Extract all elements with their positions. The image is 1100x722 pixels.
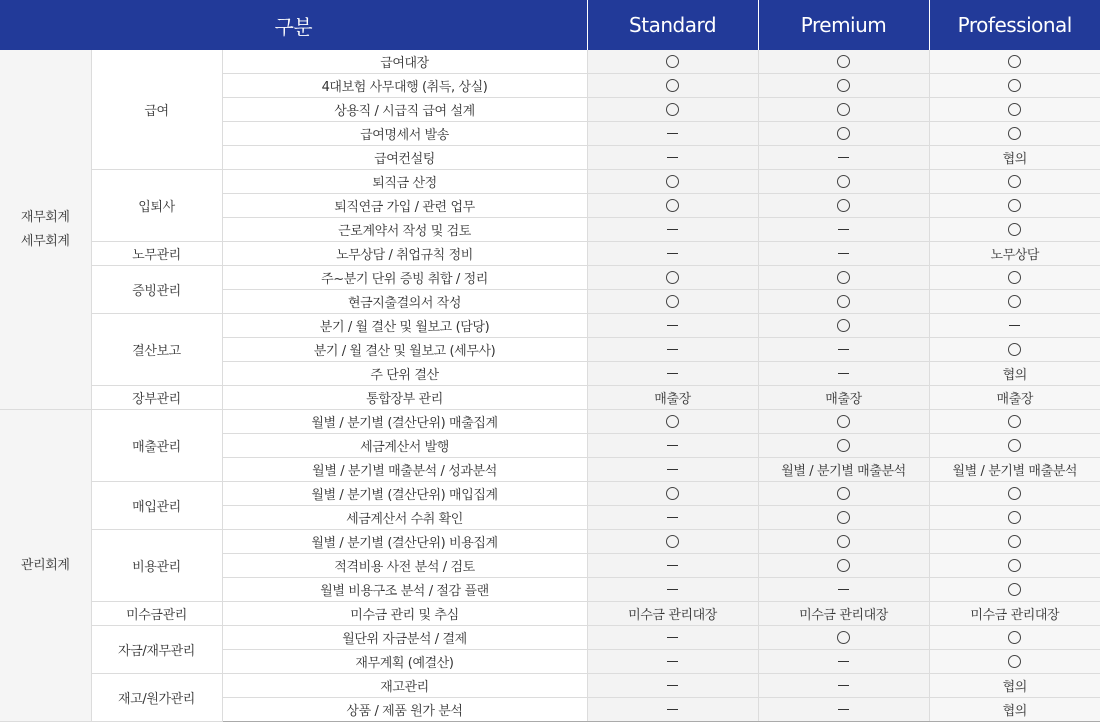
included-cell: [929, 170, 1100, 194]
included-cell: [758, 122, 929, 146]
service-item: 현금지출결의서 작성: [222, 290, 587, 314]
circle-icon: [837, 535, 850, 548]
circle-icon: [837, 55, 850, 68]
service-item: 월별 / 분기별 (결산단위) 매출집계: [222, 410, 587, 434]
circle-icon: [837, 175, 850, 188]
plan-value-text: 협의: [929, 146, 1100, 170]
circle-icon: [666, 199, 679, 212]
circle-icon: [666, 79, 679, 92]
circle-icon: [837, 199, 850, 212]
group-label-line: 세무회계: [20, 233, 70, 249]
dash-icon: [667, 685, 678, 686]
dash-icon: [838, 589, 849, 590]
service-item: 분기 / 월 결산 및 월보고 (세무사): [222, 338, 587, 362]
dash-icon: [667, 133, 678, 134]
included-cell: [587, 74, 758, 98]
included-cell: [929, 122, 1100, 146]
included-cell: [929, 98, 1100, 122]
not-included-cell: [587, 650, 758, 674]
service-item: 통합장부 관리: [222, 386, 587, 410]
included-cell: [929, 434, 1100, 458]
subgroup-label: 증빙관리: [91, 266, 222, 314]
not-included-cell: [587, 458, 758, 482]
included-cell: [758, 314, 929, 338]
included-cell: [929, 74, 1100, 98]
not-included-cell: [587, 122, 758, 146]
plan-value-text: 매출장: [587, 386, 758, 410]
dash-icon: [838, 349, 849, 350]
not-included-cell: [587, 338, 758, 362]
not-included-cell: [587, 314, 758, 338]
table-row: [0, 602, 1100, 626]
table-row: [0, 626, 1100, 650]
included-cell: [929, 410, 1100, 434]
included-cell: [587, 98, 758, 122]
dash-icon: [667, 445, 678, 446]
dash-icon: [838, 685, 849, 686]
not-included-cell: [758, 362, 929, 386]
table-row: [0, 50, 1100, 74]
subgroup-label: 자금/재무관리: [91, 626, 222, 674]
service-item: 4대보험 사무대행 (취득, 상실): [222, 74, 587, 98]
circle-icon: [1008, 631, 1021, 644]
service-item: 노무상담 / 취업규칙 정비: [222, 242, 587, 266]
group-label-line: 관리회계: [20, 557, 70, 573]
included-cell: [929, 338, 1100, 362]
not-included-cell: [587, 674, 758, 698]
circle-icon: [666, 487, 679, 500]
service-item: 재무계획 (예결산): [222, 650, 587, 674]
not-included-cell: [758, 650, 929, 674]
dash-icon: [667, 517, 678, 518]
included-cell: [929, 218, 1100, 242]
included-cell: [929, 290, 1100, 314]
service-item: 분기 / 월 결산 및 월보고 (담당): [222, 314, 587, 338]
service-item: 세금계산서 발행: [222, 434, 587, 458]
dash-icon: [1009, 325, 1020, 326]
not-included-cell: [587, 434, 758, 458]
included-cell: [929, 50, 1100, 74]
service-item: 급여명세서 발송: [222, 122, 587, 146]
circle-icon: [666, 103, 679, 116]
subgroup-label: 재고/원가관리: [91, 674, 222, 722]
table-row: [0, 314, 1100, 338]
table-row: [0, 386, 1100, 410]
service-item: 상품 / 제품 원가 분석: [222, 698, 587, 722]
circle-icon: [1008, 535, 1021, 548]
subgroup-label: 매출관리: [91, 410, 222, 482]
circle-icon: [666, 415, 679, 428]
dash-icon: [667, 469, 678, 470]
service-item: 월별 비용구조 분석 / 절감 플랜: [222, 578, 587, 602]
circle-icon: [837, 559, 850, 572]
included-cell: [758, 194, 929, 218]
header-plan-premium: Premium: [758, 0, 929, 50]
dash-icon: [838, 229, 849, 230]
not-included-cell: [587, 362, 758, 386]
circle-icon: [1008, 271, 1021, 284]
circle-icon: [666, 535, 679, 548]
header-row: [0, 0, 1100, 50]
not-included-cell: [587, 218, 758, 242]
included-cell: [587, 410, 758, 434]
not-included-cell: [758, 674, 929, 698]
plan-value-text: 협의: [929, 362, 1100, 386]
plan-value-text: 협의: [929, 698, 1100, 722]
circle-icon: [837, 103, 850, 116]
subgroup-label: 입퇴사: [91, 170, 222, 242]
circle-icon: [1008, 199, 1021, 212]
dash-icon: [838, 661, 849, 662]
dash-icon: [667, 349, 678, 350]
included-cell: [758, 410, 929, 434]
table-row: [0, 410, 1100, 434]
group-label: [0, 50, 91, 410]
subgroup-label: 결산보고: [91, 314, 222, 386]
service-item: 상용직 / 시급직 급여 설계: [222, 98, 587, 122]
service-item: 퇴직연금 가입 / 관련 업무: [222, 194, 587, 218]
circle-icon: [1008, 223, 1021, 236]
dash-icon: [838, 709, 849, 710]
subgroup-label: 미수금관리: [91, 602, 222, 626]
not-included-cell: [587, 506, 758, 530]
header-plan-standard: Standard: [587, 0, 758, 50]
circle-icon: [666, 55, 679, 68]
circle-icon: [837, 319, 850, 332]
plan-value-text: 매출장: [758, 386, 929, 410]
dash-icon: [667, 637, 678, 638]
circle-icon: [837, 487, 850, 500]
circle-icon: [1008, 103, 1021, 116]
included-cell: [758, 554, 929, 578]
dash-icon: [838, 373, 849, 374]
table-body: [0, 50, 1100, 722]
included-cell: [929, 194, 1100, 218]
circle-icon: [1008, 127, 1021, 140]
included-cell: [758, 266, 929, 290]
included-cell: [929, 626, 1100, 650]
service-item: 주 단위 결산: [222, 362, 587, 386]
service-item: 월별 / 분기별 매출분석 / 성과분석: [222, 458, 587, 482]
service-item: 급여컨설팅: [222, 146, 587, 170]
service-item: 재고관리: [222, 674, 587, 698]
service-item: 퇴직금 산정: [222, 170, 587, 194]
included-cell: [929, 482, 1100, 506]
not-included-cell: [929, 314, 1100, 338]
included-cell: [758, 626, 929, 650]
not-included-cell: [758, 218, 929, 242]
circle-icon: [1008, 583, 1021, 596]
service-item: 적격비용 사전 분석 / 검토: [222, 554, 587, 578]
circle-icon: [837, 79, 850, 92]
service-item: 급여대장: [222, 50, 587, 74]
circle-icon: [1008, 655, 1021, 668]
dash-icon: [667, 661, 678, 662]
not-included-cell: [758, 242, 929, 266]
included-cell: [929, 578, 1100, 602]
circle-icon: [837, 511, 850, 524]
included-cell: [587, 194, 758, 218]
group-label-line: 재무회계: [20, 209, 70, 225]
included-cell: [758, 98, 929, 122]
not-included-cell: [587, 698, 758, 722]
service-item: 월단위 자금분석 / 결제: [222, 626, 587, 650]
dash-icon: [667, 709, 678, 710]
circle-icon: [1008, 79, 1021, 92]
table-row: [0, 482, 1100, 506]
included-cell: [587, 482, 758, 506]
group-label: [0, 410, 91, 722]
circle-icon: [1008, 559, 1021, 572]
circle-icon: [1008, 175, 1021, 188]
circle-icon: [1008, 439, 1021, 452]
dash-icon: [667, 373, 678, 374]
service-item: 근로계약서 작성 및 검토: [222, 218, 587, 242]
table-row: [0, 266, 1100, 290]
subgroup-label: 장부관리: [91, 386, 222, 410]
service-item: 미수금 관리 및 추심: [222, 602, 587, 626]
plan-value-text: 월별 / 분기별 매출분석: [929, 458, 1100, 482]
circle-icon: [837, 415, 850, 428]
dash-icon: [667, 253, 678, 254]
circle-icon: [1008, 295, 1021, 308]
table-row: [0, 674, 1100, 698]
plan-value-text: 매출장: [929, 386, 1100, 410]
included-cell: [758, 50, 929, 74]
subgroup-label: 매입관리: [91, 482, 222, 530]
not-included-cell: [758, 698, 929, 722]
included-cell: [929, 506, 1100, 530]
circle-icon: [1008, 487, 1021, 500]
circle-icon: [837, 271, 850, 284]
dash-icon: [667, 565, 678, 566]
dash-icon: [667, 589, 678, 590]
header-category: 구분: [0, 0, 587, 50]
subgroup-label: 급여: [91, 50, 222, 170]
circle-icon: [837, 127, 850, 140]
plan-value-text: 노무상담: [929, 242, 1100, 266]
not-included-cell: [587, 242, 758, 266]
plan-value-text: 월별 / 분기별 매출분석: [758, 458, 929, 482]
not-included-cell: [587, 554, 758, 578]
included-cell: [929, 650, 1100, 674]
dash-icon: [838, 157, 849, 158]
included-cell: [758, 434, 929, 458]
dash-icon: [667, 229, 678, 230]
not-included-cell: [587, 146, 758, 170]
service-item: 월별 / 분기별 (결산단위) 매입집계: [222, 482, 587, 506]
circle-icon: [1008, 55, 1021, 68]
not-included-cell: [758, 578, 929, 602]
service-item: 세금계산서 수취 확인: [222, 506, 587, 530]
included-cell: [758, 170, 929, 194]
plan-value-text: 협의: [929, 674, 1100, 698]
included-cell: [587, 266, 758, 290]
circle-icon: [666, 271, 679, 284]
included-cell: [929, 530, 1100, 554]
included-cell: [758, 506, 929, 530]
not-included-cell: [587, 626, 758, 650]
included-cell: [587, 170, 758, 194]
dash-icon: [667, 325, 678, 326]
circle-icon: [1008, 415, 1021, 428]
header-plan-professional: Professional: [929, 0, 1100, 50]
circle-icon: [837, 439, 850, 452]
dash-icon: [838, 253, 849, 254]
plan-value-text: 미수금 관리대장: [758, 602, 929, 626]
service-item: 월별 / 분기별 (결산단위) 비용집계: [222, 530, 587, 554]
circle-icon: [666, 175, 679, 188]
plan-value-text: 미수금 관리대장: [587, 602, 758, 626]
not-included-cell: [758, 338, 929, 362]
not-included-cell: [587, 578, 758, 602]
included-cell: [587, 530, 758, 554]
circle-icon: [1008, 343, 1021, 356]
circle-icon: [666, 295, 679, 308]
included-cell: [758, 530, 929, 554]
subgroup-label: 노무관리: [91, 242, 222, 266]
included-cell: [587, 50, 758, 74]
circle-icon: [837, 631, 850, 644]
included-cell: [587, 290, 758, 314]
dash-icon: [667, 157, 678, 158]
plan-value-text: 미수금 관리대장: [929, 602, 1100, 626]
table-row: [0, 170, 1100, 194]
table-row: [0, 242, 1100, 266]
service-item: 주~분기 단위 증빙 취합 / 정리: [222, 266, 587, 290]
included-cell: [929, 554, 1100, 578]
included-cell: [929, 266, 1100, 290]
included-cell: [758, 74, 929, 98]
included-cell: [758, 290, 929, 314]
table-row: [0, 530, 1100, 554]
circle-icon: [837, 295, 850, 308]
circle-icon: [1008, 511, 1021, 524]
not-included-cell: [758, 146, 929, 170]
subgroup-label: 비용관리: [91, 530, 222, 602]
included-cell: [758, 482, 929, 506]
